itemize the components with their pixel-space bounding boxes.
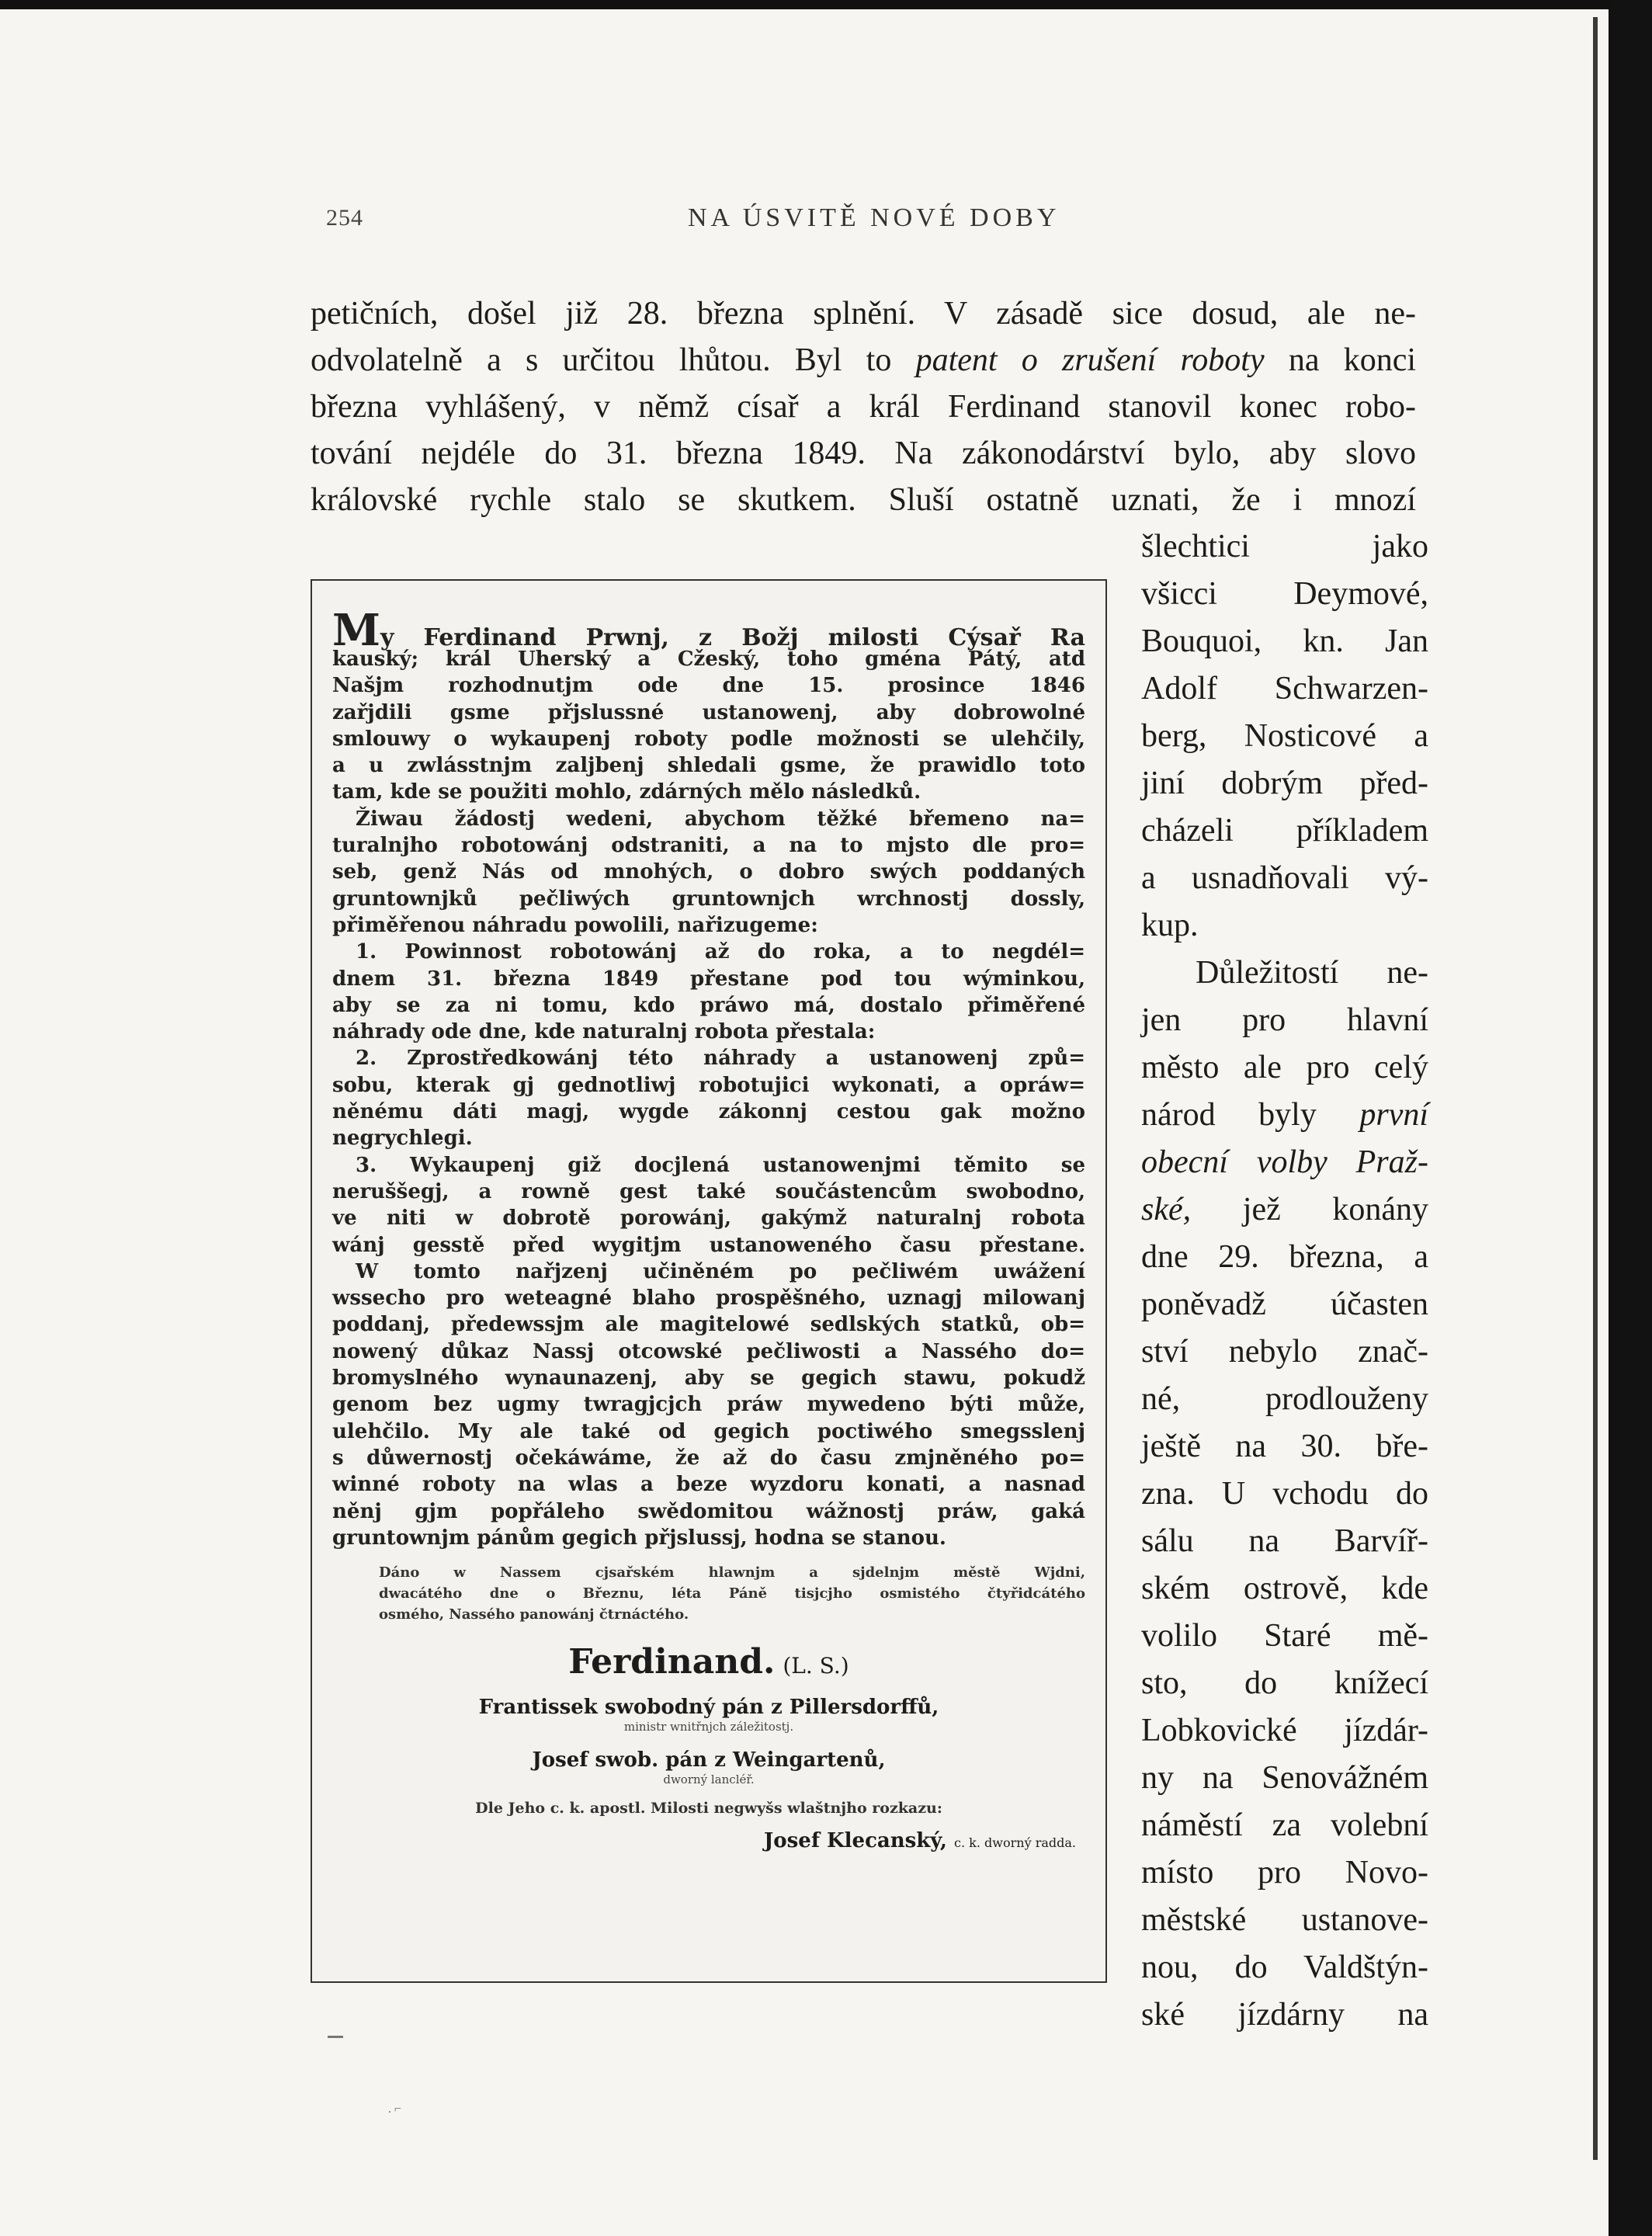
side-line-13: národ byly první bbox=[1141, 1097, 1428, 1133]
side-line-17: poněvadž účasten bbox=[1141, 1286, 1428, 1322]
proclamation-line-10: seb, genž Nás od mnohých, o dobro swých poddaných bbox=[332, 860, 1085, 884]
proclamation-line-31: ulehčilo. My ale také od gegich poctiwého smegsslenj bbox=[332, 1419, 1085, 1443]
proclamation-line-15: aby se za ni tomu, kdo práwo má, dostalo přiměřené bbox=[332, 993, 1085, 1017]
proclamation-line-16: náhrady ode dne, kde naturalnj robota přestala: bbox=[332, 1020, 876, 1044]
proclamation-gap bbox=[332, 1551, 1085, 1562]
side-line-4: Adolf Schwarzen- bbox=[1141, 671, 1428, 707]
proclamation-line-33: winné roboty na wlas a beze wyzdoru konati, a nasnad bbox=[332, 1473, 1085, 1497]
side-line-20: ještě na 30. bře- bbox=[1141, 1429, 1428, 1464]
side-line-7: cházeli příkladem bbox=[1141, 813, 1428, 849]
proclamation-line-8: Žiwau žádostj wedeni, abychom těžké břemeno na= bbox=[356, 807, 1085, 831]
side-line-29: místo pro Novo- bbox=[1141, 1855, 1428, 1891]
side-column bbox=[1141, 523, 1428, 2039]
side-line-11: jen pro hlavní bbox=[1141, 1002, 1428, 1038]
proclamation-line-25: W tomto nařjzenj učiněném po pečliwém uwážení bbox=[356, 1259, 1085, 1283]
proclamation-line-5: smlouwy o wykaupenj roboty podle možnosti se ulehčily, bbox=[332, 727, 1085, 751]
book-page bbox=[0, 9, 1591, 2236]
proclamation-line-24: wánj gesstě před wygitjm ustanoweného času přestane. bbox=[332, 1233, 1085, 1257]
proclamation-line-35: gruntownjm pánům gegich přjslussj, hodna se stanou. bbox=[332, 1526, 946, 1550]
proclamation-line-6: a u zwlásstnjm zaljbenj shledali gsme, že prawidlo toto bbox=[332, 754, 1085, 778]
proclamation-line-17: 2. Zprostředkowánj této náhrady a ustanowenj způ= bbox=[356, 1047, 1085, 1071]
side-line-21: zna. U vchodu do bbox=[1141, 1476, 1428, 1512]
side-line-30: městské ustanove- bbox=[1141, 1902, 1428, 1938]
side-line-16: dne 29. března, a bbox=[1141, 1239, 1428, 1275]
proclamation-line-11: gruntownjků pečliwých gruntownjch wrchnostj dossly, bbox=[332, 887, 1085, 911]
proclamation-line-22: neruššegj, a rowně gest také součástencům swobodno, bbox=[332, 1179, 1085, 1203]
side-line-15: ské, jež konány bbox=[1141, 1192, 1428, 1227]
proclamation-line-12: přiměřenou náhradu powolili, nařizugeme: bbox=[332, 913, 818, 937]
proclamation-line-9: turalnjho robotowánj odstraniti, a na to mjsto dle pro= bbox=[332, 834, 1085, 858]
proclamation-line-18: sobu, kterak gj gednotliwj robotujici wykonati, a opráw= bbox=[332, 1073, 1085, 1097]
side-line-14: obecní volby Praž- bbox=[1141, 1144, 1428, 1180]
scan-border-top bbox=[0, 0, 1652, 9]
proclamation-box bbox=[311, 579, 1107, 1983]
authority-note: Dle Jeho c. k. apostl. Milosti negwyšs wlaštnjho rozkazu: bbox=[475, 1800, 942, 1818]
proclamation-text bbox=[332, 605, 1085, 1853]
proclamation-initial: M bbox=[332, 605, 380, 656]
running-title: NA ÚSVITĚ NOVÉ DOBY bbox=[688, 203, 1060, 232]
dated-line-1: Dáno w Nassem cjsařském hlawnjm a sjdelnjm městě Wjdni, bbox=[379, 1564, 1085, 1582]
signature-ferdinand: Ferdinand. (L. S.) bbox=[568, 1642, 849, 1682]
body-line-4: tování nejdéle do 31. března 1849. Na zákonodárství bylo, aby slovo bbox=[311, 436, 1416, 471]
side-line-24: volilo Staré mě- bbox=[1141, 1618, 1428, 1654]
countersign-3-role: c. k. dworný radda. bbox=[954, 1835, 1076, 1851]
proclamation-line-29: bromyslného wynaunazenj, aby se gegich stawu, pokudž bbox=[332, 1366, 1085, 1391]
side-line-25: sto, do knížecí bbox=[1141, 1665, 1428, 1701]
proclamation-line-2: kauský; král Uherský a Cžeský, toho gména Pátý, atd bbox=[332, 648, 1085, 671]
side-line-26: Lobkovické jízdár- bbox=[1141, 1713, 1428, 1748]
body-line-2-italic: patent o zrušení roboty bbox=[915, 342, 1265, 378]
proclamation-line-21: 3. Wykaupenj giž docjlená ustanowenjmi těmito se bbox=[356, 1153, 1085, 1177]
body-line-2 bbox=[311, 337, 1416, 384]
side-line-23: ském ostrově, kde bbox=[1141, 1571, 1428, 1606]
proclamation-line-26: wssecho pro weteagné blaho prospěšného, uznagj milowanj bbox=[332, 1286, 1085, 1311]
proclamation-line-32: s důwernostj očekáwáme, že až do času zmjněného po= bbox=[332, 1446, 1085, 1470]
side-line-9: kup. bbox=[1141, 908, 1199, 943]
body-line-3: března vyhlášený, v němž císař a král Ferdinand stanovil konec robo- bbox=[311, 389, 1416, 425]
side-line-22: sálu na Barvíř- bbox=[1141, 1523, 1428, 1559]
scan-border-right bbox=[1609, 0, 1652, 2236]
dated-line-3: osmého, Nassého panowánj čtrnáctého. bbox=[379, 1606, 689, 1623]
body-line-2-pre: odvolatelně a s určitou lhůtou. Byl to bbox=[311, 342, 916, 378]
proclamation-line-4: zařjdili gsme přjslussné ustanowenj, aby dobrowolné bbox=[332, 700, 1085, 724]
proclamation-line-3: Našjm rozhodnutjm ode dne 15. prosince 1846 bbox=[332, 674, 1085, 698]
countersign-2-role: dworný lancléř. bbox=[663, 1772, 755, 1787]
side-line-31: nou, do Valdštýn- bbox=[1141, 1950, 1428, 1985]
countersign-2-name: Josef swob. pán z Weingartenů, bbox=[532, 1748, 886, 1772]
body-line-1: petičních, došel již 28. března splnění. V zásadě sice dosud, ale ne- bbox=[311, 296, 1416, 332]
proclamation-line-20: negrychlegi. bbox=[332, 1127, 473, 1151]
side-line-1: šlechtici jako bbox=[1141, 529, 1428, 564]
side-line-28: náměstí za volební bbox=[1141, 1807, 1428, 1843]
body-line-5: královské rychle stalo se skutkem. Sluší ostatně uznati, že i mnozí bbox=[311, 482, 1416, 518]
proclamation-line-28: nowený důkaz Nassj otcowské pečliwosti a Nassého do= bbox=[332, 1339, 1085, 1363]
proclamation-line-1: My Ferdinand Prwnj, z Božj milosti Cýsař Ra bbox=[332, 605, 1085, 656]
proclamation-line-19: něnému dáti magj, wygde zákonnj cestou gak možno bbox=[332, 1100, 1085, 1124]
proclamation-line-27: poddanj, předewssjm ale magitelowé sedlských statků, ob= bbox=[332, 1313, 1085, 1337]
proclamation-line-30: genom bez ugmy twragjcjch práw mywedeno býti může, bbox=[332, 1393, 1085, 1417]
side-line-18: ství nebylo znač- bbox=[1141, 1334, 1428, 1370]
side-line-6: jiní dobrým před- bbox=[1141, 766, 1428, 801]
side-line-5: berg, Nosticové a bbox=[1141, 718, 1428, 754]
seal-mark: (L. S.) bbox=[783, 1653, 849, 1679]
body-line-2-post: na konci bbox=[1264, 342, 1417, 378]
side-line-10: Důležitostí ne- bbox=[1196, 955, 1428, 991]
side-line-3: Bouquoi, kn. Jan bbox=[1141, 623, 1428, 659]
side-line-8: a usnadňovali vý- bbox=[1141, 860, 1428, 896]
side-line-2: všicci Deymové, bbox=[1141, 576, 1428, 612]
proclamation-line-13: 1. Powinnost robotowánj až do roka, a to negdél= bbox=[356, 940, 1085, 964]
side-line-27: ny na Senovážném bbox=[1141, 1760, 1428, 1796]
page-edge-line bbox=[1593, 17, 1598, 2160]
margin-mark-2: . ⌐ bbox=[388, 2102, 402, 2116]
margin-mark bbox=[328, 2036, 343, 2038]
side-line-12: město ale pro celý bbox=[1141, 1050, 1428, 1085]
countersign-1-role: ministr wnitřnjch záležitostj. bbox=[623, 1720, 794, 1734]
dated-line-2: dwacátého dne o Březnu, léta Páně tisjcjho osmistého čtyřidcátého bbox=[379, 1585, 1085, 1602]
countersign-1-name: Frantissek swobodný pán z Pillersdorffů, bbox=[478, 1696, 939, 1720]
page-number: 254 bbox=[326, 205, 363, 231]
side-line-19: né, prodlouženy bbox=[1141, 1381, 1428, 1417]
proclamation-line-7: tam, kde se použiti mohlo, zdárných mělo následků. bbox=[332, 780, 921, 804]
countersign-3: Josef Klecanský, c. k. dworný radda. bbox=[764, 1829, 1076, 1853]
side-line-32: ské jízdárny na bbox=[1141, 1997, 1428, 2033]
proclamation-line-34: něnj gjm popřáleho swědomitou wážnostj práw, gaká bbox=[332, 1499, 1085, 1523]
proclamation-line-23: ve niti w dobrotě porowánj, gakýmž naturalnj robota bbox=[332, 1207, 1085, 1231]
proclamation-line-14: dnem 31. března 1849 přestane pod tou wýminkou, bbox=[332, 967, 1085, 991]
